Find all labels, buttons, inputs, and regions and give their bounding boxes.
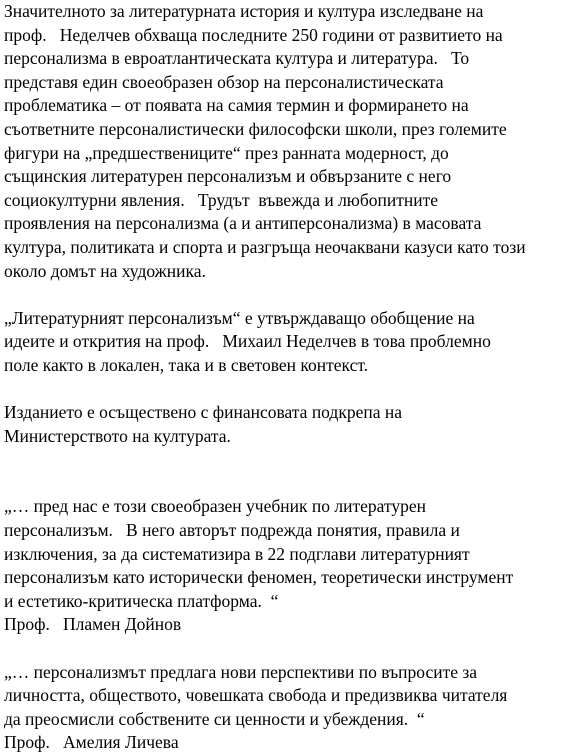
book-description (4, 0, 578, 755)
text-line: около домът на художника. (4, 260, 206, 281)
funding-note (4, 401, 578, 448)
text-line: съответните персоналистически философски школи, през големите (4, 118, 507, 139)
paragraph-spacer (4, 637, 578, 661)
description-paragraph (4, 0, 578, 283)
text-line: проблематика – от появата на самия термин и формирането на (4, 95, 469, 116)
text-line: персонализма в евроатлантическата култура и литература. То (4, 48, 470, 69)
text-line: проявления на персонализма (а и антиперсонализма) в масовата (4, 213, 482, 234)
text-line: изключения, за да систематизира в 22 подглави литературният (4, 543, 470, 564)
quote-doynov (4, 495, 578, 637)
text-line: култура, политиката и спорта и разгръща неочаквани казуси като този (4, 236, 526, 257)
text-line: „… пред нас е този своеобразен учебник по литературен (4, 496, 426, 517)
text-line: и естетико-критическа платформа. “ (4, 590, 279, 611)
text-line: поле както в локален, така и в световен контекст. (4, 354, 369, 375)
text-line: персонализъм като исторически феномен, теоретически инструмент (4, 567, 514, 588)
text-line: „… персонализмът предлага нови перспективи по въпросите за (4, 661, 478, 682)
text-line: Значителното за литературната история и култура изследване на (4, 1, 484, 21)
summary-paragraph (4, 307, 578, 378)
text-line: персонализъм. В него авторът подрежда понятия, правила и (4, 520, 460, 541)
text-line: същинския литературен персонализъм и обвързаните с него (4, 166, 452, 187)
text-line: проф. Неделчев обхваща последните 250 години от развитието на (4, 24, 503, 45)
paragraph-spacer (4, 448, 578, 495)
text-line: личността, обществото, човешката свобода и предизвиква читателя (4, 685, 508, 706)
text-line: социокултурни явления. Трудът въвежда и любопитните (4, 189, 439, 210)
text-line: фигури на „предшествениците“ през ранната модерност, до (4, 142, 449, 163)
text-line: представя един своеобразен обзор на персоналистическата (4, 71, 444, 92)
quote-author: Проф. Пламен Дойнов (4, 614, 182, 635)
text-line: „Литературният персонализъм“ е утвърждаващо обобщение на (4, 307, 475, 328)
quote-author: Проф. Амелия Личева (4, 732, 179, 753)
paragraph-spacer (4, 378, 578, 402)
text-line: Изданието е осъществено с финансовата подкрепа на (4, 402, 402, 423)
text-line: идеите и открития на проф. Михаил Неделчев в това проблемно (4, 331, 491, 352)
text-line: Министерството на културата. (4, 425, 231, 446)
paragraph-spacer (4, 283, 578, 307)
quote-licheva (4, 661, 578, 755)
text-line: да преосмисли собствените си ценности и убеждения. “ (4, 708, 425, 729)
